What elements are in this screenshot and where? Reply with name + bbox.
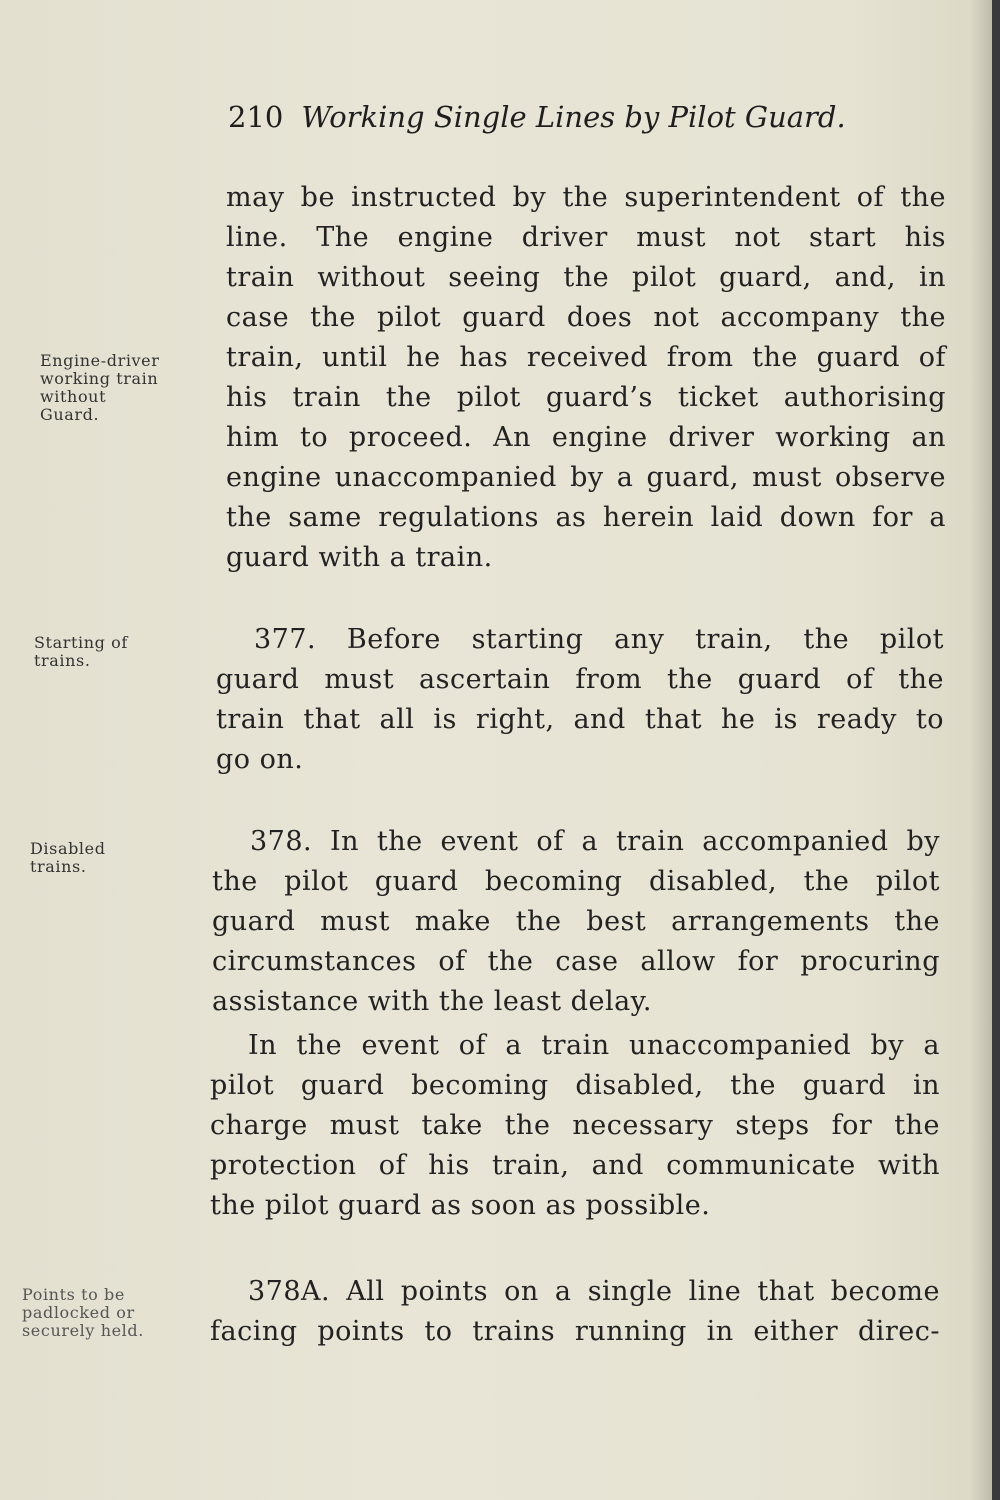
page-header xyxy=(228,100,846,134)
text-line: 378A. All points on a single line that become xyxy=(248,1276,940,1307)
text-line: line. The engine driver must not start his xyxy=(226,222,946,253)
text-line: his train the pilot guard’s ticket authorising xyxy=(226,382,946,413)
margin-note-line: securely held. xyxy=(22,1321,144,1340)
text-line: the pilot guard as soon as possible. xyxy=(210,1190,711,1221)
text-line: the pilot guard becoming disabled, the pilot xyxy=(212,866,940,897)
margin-note-line: working train xyxy=(40,369,159,388)
page-number: 210 xyxy=(228,100,284,134)
margin-note-line: Starting of xyxy=(34,633,128,652)
margin-note-engine-driver xyxy=(40,352,160,424)
text-line: protection of his train, and communicate with xyxy=(210,1150,940,1181)
text-line: 378. In the event of a train accompanied by xyxy=(250,826,940,857)
text-line: case the pilot guard does not accompany the xyxy=(226,302,946,333)
text-line: train that all is right, and that he is ready to xyxy=(216,704,944,735)
paragraph-378-continued xyxy=(210,1026,940,1226)
margin-note-line: Guard. xyxy=(40,405,100,424)
text-line: train, until he has received from the guard of xyxy=(226,342,946,373)
paragraph-378a xyxy=(210,1272,940,1352)
text-line: guard must ascertain from the guard of the xyxy=(216,664,944,695)
text-line: 377. Before starting any train, the pilot xyxy=(254,624,944,655)
margin-note-line: trains. xyxy=(30,857,87,876)
text-line: may be instructed by the superintendent of the xyxy=(226,182,946,213)
text-line: assistance with the least delay. xyxy=(212,986,652,1017)
text-line: train without seeing the pilot guard, and, in xyxy=(226,262,946,293)
text-line: circumstances of the case allow for procuring xyxy=(212,946,940,977)
margin-note-line: trains. xyxy=(34,651,91,670)
text-line: pilot guard becoming disabled, the guard in xyxy=(210,1070,940,1101)
margin-note-points xyxy=(22,1286,144,1340)
text-line: engine unaccompanied by a guard, must observe xyxy=(226,462,946,493)
margin-note-starting-of-trains xyxy=(34,634,128,670)
paragraph-continuation xyxy=(226,178,946,578)
text-line: guard with a train. xyxy=(226,542,493,573)
margin-note-disabled-trains xyxy=(30,840,106,876)
text-line: facing points to trains running in either direc- xyxy=(210,1316,940,1347)
margin-note-line: Engine-driver xyxy=(40,351,160,370)
paragraph-378 xyxy=(212,822,940,1022)
spine-shadow xyxy=(970,0,992,1500)
margin-note-line: without xyxy=(40,387,107,406)
running-title: Working Single Lines by Pilot Guard. xyxy=(301,100,846,134)
text-line: In the event of a train unaccompanied by a xyxy=(248,1030,940,1061)
margin-note-line: Disabled xyxy=(30,839,106,858)
text-line: charge must take the necessary steps for the xyxy=(210,1110,940,1141)
margin-note-line: padlocked or xyxy=(22,1303,135,1322)
text-line: go on. xyxy=(216,744,304,775)
text-line: the same regulations as herein laid down for a xyxy=(226,502,946,533)
paragraph-377 xyxy=(216,620,944,780)
text-line: guard must make the best arrangements the xyxy=(212,906,940,937)
margin-note-line: Points to be xyxy=(22,1285,125,1304)
text-line: him to proceed. An engine driver working an xyxy=(226,422,946,453)
